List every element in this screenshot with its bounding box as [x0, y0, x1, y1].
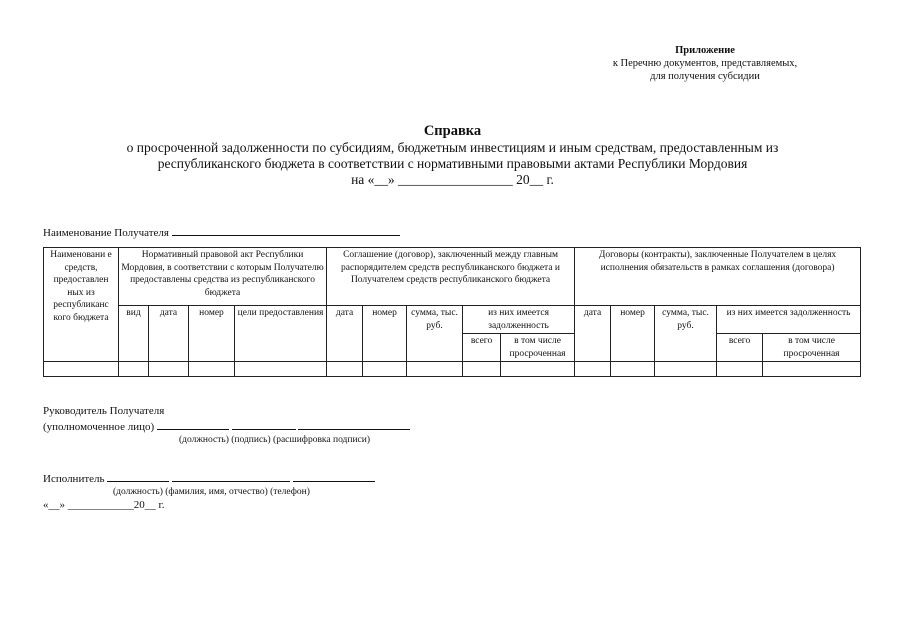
col-act-date: дата [149, 306, 189, 362]
table-row [44, 362, 861, 377]
executor-date-suffix: 20__ г. [133, 499, 165, 511]
date-blank: _________________ [398, 172, 513, 187]
table-cell[interactable] [463, 362, 501, 377]
executor-position-field[interactable] [107, 470, 169, 482]
table-cell[interactable] [149, 362, 189, 377]
executor-label: Исполнитель [43, 473, 105, 485]
col-act-number: номер [189, 306, 235, 362]
table-cell[interactable] [501, 362, 575, 377]
table-cell[interactable] [327, 362, 363, 377]
col-agreement-debt-total: всего [463, 334, 501, 362]
table-cell[interactable] [363, 362, 407, 377]
appendix-line-2: для получения субсидии [650, 71, 760, 82]
col-contract-date: дата [575, 306, 611, 362]
col-fund-name: Наименовани е средств, предоставлен ных из республиканс кого бюджета [44, 248, 119, 362]
date-suffix: 20__ г. [512, 172, 554, 187]
group-contracts: Договоры (контракты), заключенные Получателем в целях исполнения обязательств в рамках соглашения (договора) [575, 248, 861, 306]
table-cell[interactable] [44, 362, 119, 377]
signature-sign-field[interactable] [232, 418, 296, 430]
col-agreement-debt-overdue: в том числе просроченная [501, 334, 575, 362]
table-cell[interactable] [189, 362, 235, 377]
col-contract-debt-overdue: в том числе просроченная [763, 334, 861, 362]
col-contract-debt-total: всего [717, 334, 763, 362]
appendix-heading: Приложение [675, 45, 735, 56]
document-title: Справка [423, 123, 482, 139]
signature-decoding-field[interactable] [298, 418, 410, 430]
recipient-row [43, 224, 400, 239]
table-cell[interactable] [119, 362, 149, 377]
document-subtitle-line-2: республиканского бюджета в соответствии с нормативными правовыми актами Республики Мордовия [157, 156, 748, 171]
executor-date-prefix: «__» [43, 499, 68, 511]
col-contract-sum: сумма, тыс. руб. [655, 306, 717, 362]
signature-subtitle: (уполномоченное лицо) [43, 421, 155, 433]
document-subtitle-line-1: о просроченной задолженности по субсидиям, бюджетным инвестициям и иным средствам, предоставленным из [126, 140, 779, 155]
table-cell[interactable] [407, 362, 463, 377]
recipient-name-field[interactable] [172, 224, 400, 236]
signature-title: Руководитель Получателя [43, 405, 165, 417]
executor-hint: (должность) (фамилия, имя, отчество) (телефон) [113, 487, 310, 497]
executor-date-blank[interactable]: ____________ [67, 499, 134, 511]
executor-fullname-field[interactable] [172, 470, 290, 482]
table-cell[interactable] [575, 362, 611, 377]
table-cell[interactable] [717, 362, 763, 377]
document-date-line [40, 172, 865, 188]
executor-block [43, 470, 375, 512]
signature-hint: (должность) (подпись) (расшифровка подписи) [179, 435, 371, 445]
signature-block [43, 405, 410, 447]
col-agreement-date: дата [327, 306, 363, 362]
group-agreement: Соглашение (договор), заключенный между главным распорядителем средств республиканского бюджета и Получателем средств республиканского бюджета [327, 248, 575, 306]
recipient-label: Наименование Получателя [43, 227, 169, 239]
appendix-line-1: к Перечню документов, представляемых, [612, 58, 798, 69]
col-agreement-number: номер [363, 306, 407, 362]
col-agreement-sum: сумма, тыс. руб. [407, 306, 463, 362]
table-cell[interactable] [235, 362, 327, 377]
document-title-block [40, 123, 865, 188]
col-agreement-debt: из них имеется задолженность [463, 306, 575, 334]
table-cell[interactable] [611, 362, 655, 377]
table-cell[interactable] [655, 362, 717, 377]
col-act-type: вид [119, 306, 149, 362]
col-contract-number: номер [611, 306, 655, 362]
col-act-purpose: цели предоставления [235, 306, 327, 362]
appendix-block [560, 44, 850, 83]
date-prefix: на «__» [351, 172, 399, 187]
executor-phone-field[interactable] [293, 470, 375, 482]
group-legal-act: Нормативный правовой акт Республики Мордовия, в соответствии с которым Получателю предоставлены средства из республиканского бюджета [119, 248, 327, 306]
table-cell[interactable] [763, 362, 861, 377]
col-contract-debt: из них имеется задолженность [717, 306, 861, 334]
signature-position-field[interactable] [157, 418, 229, 430]
debt-table [43, 247, 861, 377]
